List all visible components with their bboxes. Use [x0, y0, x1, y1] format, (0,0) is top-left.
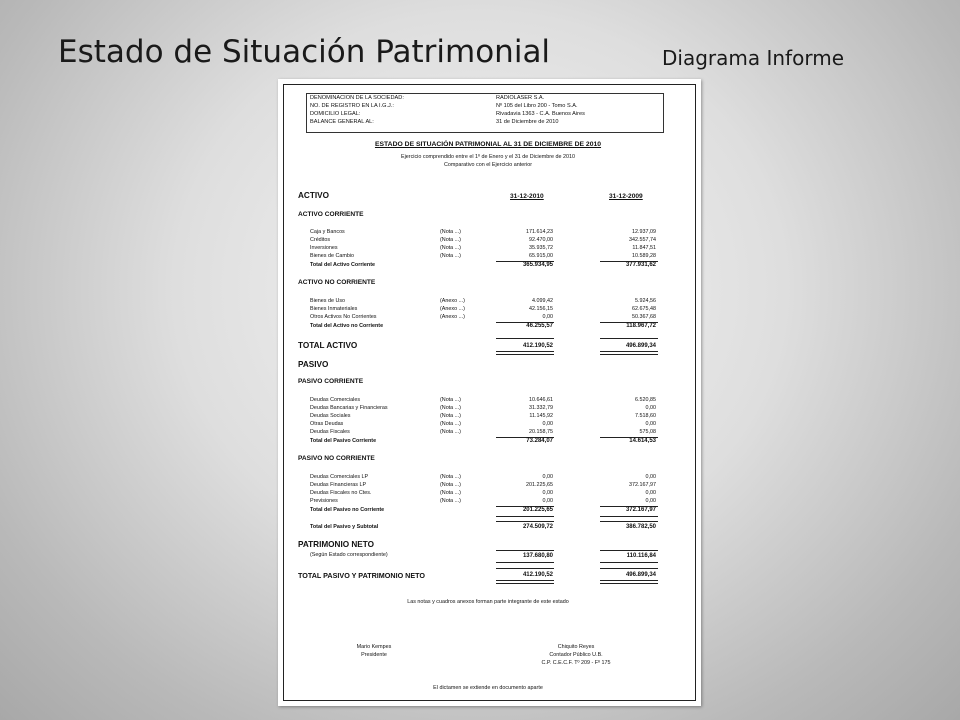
- activo-heading: ACTIVO: [298, 191, 329, 200]
- signatory-registration: C.P. C.E.C.F. Tº 209 - Fº 175: [541, 660, 611, 666]
- column-header-2010: 31-12-2010: [510, 193, 544, 200]
- header-label: DENOMINACION DE LA SOCIEDAD:: [310, 95, 404, 101]
- report-subtitle: Comparativo con el Ejercicio anterior: [443, 162, 533, 168]
- slide-subtitle: Diagrama Informe: [662, 46, 844, 70]
- section-heading: ACTIVO NO CORRIENTE: [298, 279, 376, 286]
- header-label: NO. DE REGISTRO EN LA I.G.J.:: [310, 103, 394, 109]
- balance-sheet-document: DENOMINACION DE LA SOCIEDAD: NO. DE REGISTRO EN LA I.G.J.: DOMICILIO LEGAL: BALANCE GENERAL AL: RADIOLASER S.A. Nº 105 del Libro 200 - Tomo S.A. Rivadavia 1363 - C.A. Buenos Aires 31 de Diciembre de 2010 ESTADO DE SITUACIÓN PATRIMONIAL AL 31 DE DICIEMBRE DE 2010 Ejercicio comprendido entre el 1º de Enero y el 31 de Diciembre de 2010 Comparativo con el Ejercicio anterior ACTIVO 31-12-2010 31-12-2009 ACTIVO CORRIENTE Caja y Bancos (Nota ...) 171.614,23 12.937,09 Créditos (Nota ...) 92.470,00 342.557,74 Inversiones (Nota ...) 35.935,72 11.847,51 Bienes de Cambio (Nota ...) 65.915,00 10.589,28 Total del Activo Corriente 365.934,95 377.931,62 ACTIVO NO CORRIENTE Bienes de Uso (Anexo ...) 4.099,42 5.924,56 Bienes Inmateriales (Anexo ...) 42.156,15 62.675,48 Otros Activos No Corrientes (Anexo ...) 0,00 50.367,68 Total del Activo no Corriente 46.255,57 118.967,72 TOTAL ACTIVO 412.190,52 496.899,34 PASIVO PASIVO CORRIENTE Deudas Comerciales (Nota ...) 10.646,61 6.520,85 Deudas Bancarias y Financieras (Nota ...) 31.332,79 0,00 Deudas Sociales (Nota ...) 11.145,92 7.518,60 Otras Deudas (Nota ...) 0,00 0,00 Deudas Fiscales (Nota ...) 20.158,75 575,08 Total del Pasivo Corriente 73.284,07 14.614,53 PASIVO NO CORRIENTE Deudas Comerciales LP (Nota ...) 0,00 0,00 Deudas Financieras LP (Nota ...) 201.225,65 372.167,97 Deudas Fiscales no Ctes. (Nota ...) 0,00 0,00 Previsiones (Nota ...) 0,00 0,00 Total del Pasivo no Corriente 201.225,65 372.167,97 Total del Pasivo y Subtotal 274.509,72 386.782,50 PATRIMONIO NETO (Según Estado correspondiente) 137.680,80 110.116,84 TOTAL PASIVO Y PATRIMONIO NETO 412.190,52 496.899,34 Las notas y cuadros anexos forman parte integrante de este estado Mario Kempes Presidente Chiquito Reyes Contador Público U.B. C.P. C.E.C.F. Tº 209 - Fº 175 El dictamen se extiende en documento aparte: [278, 79, 701, 706]
- slide-title: Estado de Situación Patrimonial: [58, 34, 551, 70]
- header-label: BALANCE GENERAL AL:: [310, 119, 374, 125]
- header-value: RADIOLASER S.A.: [496, 95, 545, 101]
- section-heading: PASIVO CORRIENTE: [298, 378, 364, 385]
- signatory-name: Mario Kempes: [356, 644, 392, 650]
- signatory-role: Contador Público U.B.: [549, 652, 603, 658]
- patrimonio-neto-heading: PATRIMONIO NETO: [298, 540, 374, 549]
- signatory-name: Chiquito Reyes: [557, 644, 595, 650]
- header-value: Rivadavia 1363 - C.A. Buenos Aires: [496, 111, 585, 117]
- signatory-role: Presidente: [361, 652, 387, 658]
- header-value: 31 de Diciembre de 2010: [496, 119, 559, 125]
- section-heading: ACTIVO CORRIENTE: [298, 211, 364, 218]
- section-heading: PASIVO NO CORRIENTE: [298, 455, 375, 462]
- report-subtitle: Ejercicio comprendido entre el 1º de Enero y el 31 de Diciembre de 2010: [401, 154, 575, 160]
- notes-statement: Las notas y cuadros anexos forman parte integrante de este estado: [407, 599, 569, 605]
- document-footer: El dictamen se extiende en documento aparte: [433, 685, 543, 691]
- pasivo-heading: PASIVO: [298, 360, 329, 369]
- column-header-2009: 31-12-2009: [609, 193, 643, 200]
- header-label: DOMICILIO LEGAL:: [310, 111, 361, 117]
- header-value: Nº 105 del Libro 200 - Tomo S.A.: [496, 103, 578, 109]
- report-title: ESTADO DE SITUACIÓN PATRIMONIAL AL 31 DE DICIEMBRE DE 2010: [374, 141, 602, 148]
- document-border: [283, 84, 696, 701]
